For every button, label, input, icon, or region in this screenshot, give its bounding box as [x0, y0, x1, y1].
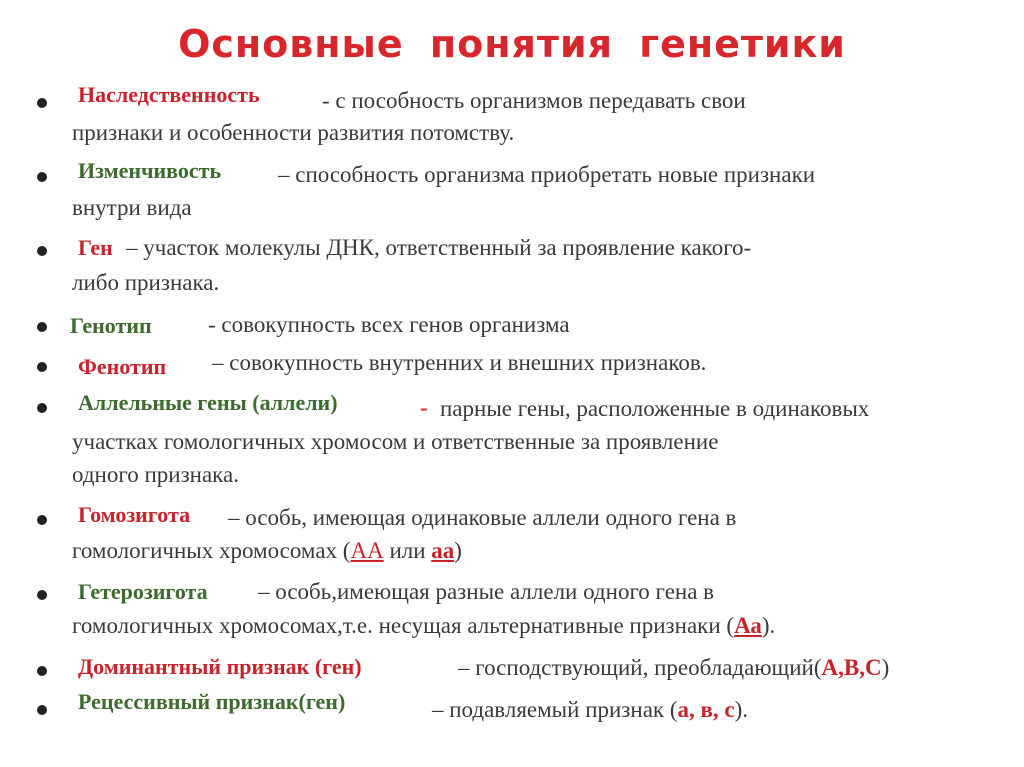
term: Ген — [78, 235, 113, 260]
term: Наследственность — [78, 82, 260, 107]
bullet-icon — [37, 362, 47, 372]
term: Доминантный признак (ген) — [78, 654, 362, 679]
bullet-icon — [37, 172, 47, 182]
term: Гомозигота — [78, 502, 191, 527]
definition-text: либо признака. — [72, 270, 220, 295]
definition-text: гомологичных хромосомах,т.е. несущая альтернативные признаки ( — [72, 613, 735, 638]
bullet-icon — [37, 515, 47, 525]
term: Фенотип — [78, 354, 167, 379]
definition-text: - совокупность всех генов организма — [208, 312, 570, 337]
definition-text: – подавляемый признак ( — [432, 697, 678, 722]
term: Генотип — [70, 313, 152, 338]
bullet-icon — [37, 705, 47, 715]
definition-text: одного признака. — [72, 462, 239, 487]
slide-title: Основные понятия генетики — [178, 22, 846, 66]
definition-text: внутри вида — [72, 195, 192, 220]
bullet-icon — [37, 590, 47, 600]
allele-letters: а, в, с — [677, 697, 735, 722]
allele-notation: АА — [350, 538, 384, 563]
bullet-icon — [37, 403, 47, 413]
definition-text: – совокупность внутренних и внешних признаков. — [212, 350, 707, 375]
allele-notation: Аа — [734, 613, 762, 638]
bullet-icon — [37, 98, 47, 108]
definition-text: – особь, имеющая одинаковые аллели одного гена в — [228, 505, 737, 530]
term: Изменчивость — [78, 158, 222, 183]
definition-text: – особь,имеющая разные аллели одного гена в — [258, 579, 715, 604]
definition-text: парные гены, расположенные в одинаковых — [440, 396, 870, 421]
allele-letters: А,В,С — [821, 655, 882, 680]
dash: - — [420, 395, 428, 420]
bullet-icon — [37, 666, 47, 676]
definition-text: – господствующий, преобладающий( — [458, 655, 822, 680]
definition-text: признаки и особенности развития потомству. — [72, 120, 515, 145]
definition-text: – участок молекулы ДНК, ответственный за проявление какого- — [126, 235, 752, 260]
bullet-icon — [37, 322, 47, 332]
definition-text: участках гомологичных хромосом и ответственные за проявление — [72, 429, 719, 454]
definition-text: – способность организма приобретать новые признаки — [278, 162, 816, 187]
term: Аллельные гены (аллели) — [78, 390, 338, 415]
slide: Основные понятия генетики Наследственность - с пособность организмов передавать свои признаки и особенности развития потомству. Изменчивость – способность организма приобретать новые признаки внутри вида Ген – участок молекулы ДНК, ответственный за проявление какого- либо признака. Генотип - совокупность всех генов организма Фенотип – совокупность внутренних и внешних признаков. Аллельные гены (аллели) - парные гены, расположенные в одинаковых участках гомологичных хромосом и ответственные за проявление одного признака. Гомозигота – особь, имеющая одинаковые аллели одного гена в гомологичных хромосомах (АА или аа) Гетерозигота – особь,имеющая разные аллели одного гена в гомологичных хромосомах,т.е. несущая альтернативные признаки (Аа). Доминантный признак (ген) – господствующий, преобладающий(А,В,С) Рецессивный признак(ген) – подавляемый признак (а, в, с). — [0, 0, 1024, 767]
bullet-icon — [37, 246, 47, 256]
term: Рецессивный признак(ген) — [78, 689, 346, 714]
term: Гетерозигота — [78, 579, 208, 604]
allele-notation: аа — [431, 538, 455, 563]
definition-text: - с пособность организмов передавать свои — [322, 88, 746, 113]
definition-text: гомологичных хромосомах ( — [72, 538, 351, 563]
